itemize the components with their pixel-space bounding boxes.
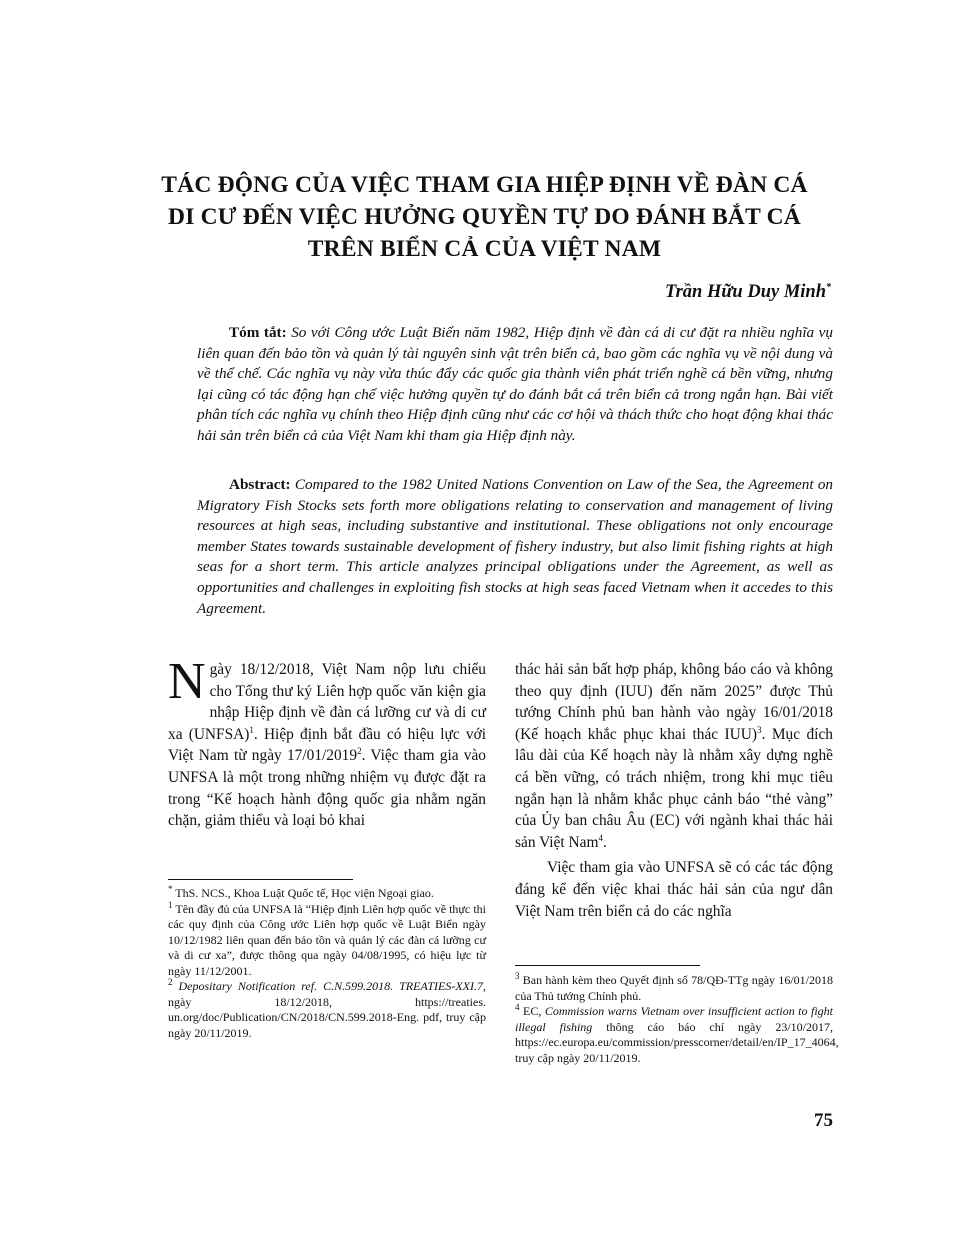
body-text: . Hiệp định bắt đầu có hiệu lực với Việt Nam từ ngày 17/01/2019: [168, 725, 487, 765]
body-text: . Việc tham gia vào UNFSA là một trong những nhiệm vụ được đặt ra trong “Kế hoạch hành động quốc gia nhằm ngăn chặn, giảm thiểu và loại bỏ khai: [168, 747, 487, 830]
body-text: gày 18/12/2018, Việt Nam nộp lưu chiểu cho Tổng thư ký Liên hợp quốc văn kiện gia nhập Hiệp định về đàn cá lưỡng cư và di cư xa (UNFSA): [168, 661, 486, 743]
footnotes-right: [515, 971, 839, 1066]
footnote-2-link[interactable]: , ngày 18/12/2018, https://treaties. un.org/doc/Publication/CN/2018/CN.599.2018-Eng. pdf, truy cập ngày 20/11/2019.: [168, 979, 486, 1040]
abstract-vi-text: So với Công ước Luật Biển năm 1982, Hiệp định về đàn cá di cư đặt ra nhiều nghĩa vụ liên quan đến bảo tồn và quản lý tài nguyên sinh vật trên biển cả, bao gồm các nghĩa vụ về nội dung và về thể chế. Các nghĩa vụ này vừa thúc đẩy các quốc gia thành viên phát triển nghề cá bền vững, nhưng lại cũng có tác động hạn chế việc hưởng quyền tự do đánh bắt cá trên biển cả trong ngắn hạn. Bài viết phân tích các nghĩa vụ chính theo Hiệp định cũng như các cơ hội và thách thức cho hoạt động khai thác hải sản trên biển cả của Việt Nam khi tham gia Hiệp định này.: [197, 324, 833, 444]
author-footnote-mark: *: [826, 281, 831, 293]
title-line-2: DI CƯ ĐẾN VIỆC HƯỞNG QUYỀN TỰ DO ĐÁNH BẮT CÁ: [168, 204, 801, 230]
body-text: .: [602, 833, 607, 851]
footnote-mark: 3: [515, 971, 520, 981]
footnote-mark: 4: [515, 1002, 520, 1012]
title-line-1: TÁC ĐỘNG CỦA VIỆC THAM GIA HIỆP ĐỊNH VỀ ĐÀN CÁ: [161, 172, 808, 198]
abstract-en-text: Compared to the 1982 United Nations Convention on Law of the Sea, the Agreement on Migratory Fish Stocks sets forth more obligations relating to conservation and management of living resources at high seas, including substantive and institutional. These obligations not only encourage member States towards sustainable development of fishery industry, but also limit fishing rights at high seas for a short term. This article analyzes principal obligations under the Agreement, as well as opportunities and challenges in exploiting fish stocks at high seas faced Vietnam when it accedes to this Agreement.: [197, 476, 834, 617]
author-byline: [665, 282, 831, 303]
footnote-2: $^2$ Depositary Notification ref. C.N.599.2018. TREATIES-XXI.7, ngày 18/12/2018, https://treaties. un.org/doc/Publication/CN/2018/CN.599.2018-Eng. pdf, truy cập ngày 20/11/2019.: [168, 977, 486, 1040]
title-line-3: TRÊN BIỂN CẢ CỦA VIỆT NAM: [307, 236, 662, 262]
footnote-4: $^4$ EC, Commission warns Vietnam over insufficient action to fight illegal fishing thông cáo báo chí ngày 23/10/2017, https://ec.europa.eu/commission/presscorner/detail/en/IP_17_4064, truy cập ngày 20/11/2019.: [515, 1002, 839, 1065]
footnote-author: * ThS. NCS., Khoa Luật Quốc tế, Học viện Ngoại giao.: [168, 884, 434, 900]
drop-cap: N: [168, 653, 206, 710]
footnote-ref-4[interactable]: 4: [598, 832, 603, 843]
footnote-1: $^1$ Tên đầy đủ của UNFSA là “Hiệp định Liên hợp quốc về thực thi các quy định của Công ước Liên hợp quốc về Luật Biển ngày 10/12/1982 liên quan đến bảo tồn và quản lý các đàn cá lưỡng cư và di cư xa”, được thông qua ngày 04/08/1995, có hiệu lực từ ngày 11/12/2001.: [168, 899, 486, 978]
abstract-vi-label: Tóm tắt:: [229, 324, 287, 341]
footnote-ref-3[interactable]: 3: [757, 724, 762, 735]
abstract-en-label: Abstract:: [229, 476, 291, 493]
body-paragraph: Việc tham gia vào UNFSA sẽ có các tác động đáng kể đến việc khai thác hải sản của ngư dân Việt Nam trên biển cả do các nghĩa: [515, 859, 833, 920]
abstract-vietnamese: [197, 323, 833, 447]
body-column-left: [168, 653, 487, 832]
footnote-mark: *: [168, 884, 173, 894]
body-column-right: [515, 659, 833, 922]
body-paragraph: [515, 659, 833, 853]
footnotes-left: [168, 886, 486, 1041]
article-title: [130, 169, 839, 265]
footnote-separator: [515, 965, 700, 966]
footnote-ref-2[interactable]: 2: [357, 746, 362, 757]
body-paragraph: [168, 653, 487, 832]
abstract-english: [197, 475, 833, 619]
page-number: 75: [814, 1110, 833, 1131]
footnote-3: $^3$ Ban hành kèm theo Quyết định số 78/QĐ-TTg ngày 16/01/2018 của Thủ tướng Chính phủ.: [515, 971, 834, 1003]
footnote-4-link[interactable]: thông cáo báo chí ngày 23/10/2017, https://ec.europa.eu/commission/presscorner/detail/en/IP_17_4064, truy cập ngày 20/11/2019.: [515, 1019, 839, 1065]
footnote-ref-1[interactable]: 1: [249, 724, 254, 735]
footnote-separator: [168, 879, 353, 880]
footnote-mark: 2: [168, 977, 173, 987]
body-text: . Mục đích lâu dài của Kế hoạch này là nhằm xây dựng nghề cá bền vững, có trách nhiệm, trong khi mục tiêu ngắn hạn là nhằm khắc phục cảnh báo “thẻ vàng” của Ủy ban châu Âu (EC) với ngành khai thác hải sản Việt Nam: [515, 725, 833, 851]
body-text: thác hải sản bất hợp pháp, không báo cáo và không theo quy định (IUU) đến năm 2025” được Thủ tướng Chính phủ ban hành vào ngày 16/01/2018 (Kế hoạch khắc phục khai thác IUU): [515, 661, 833, 743]
author-name: Trần Hữu Duy Minh: [664, 282, 826, 302]
footnote-mark: 1: [168, 899, 173, 910]
